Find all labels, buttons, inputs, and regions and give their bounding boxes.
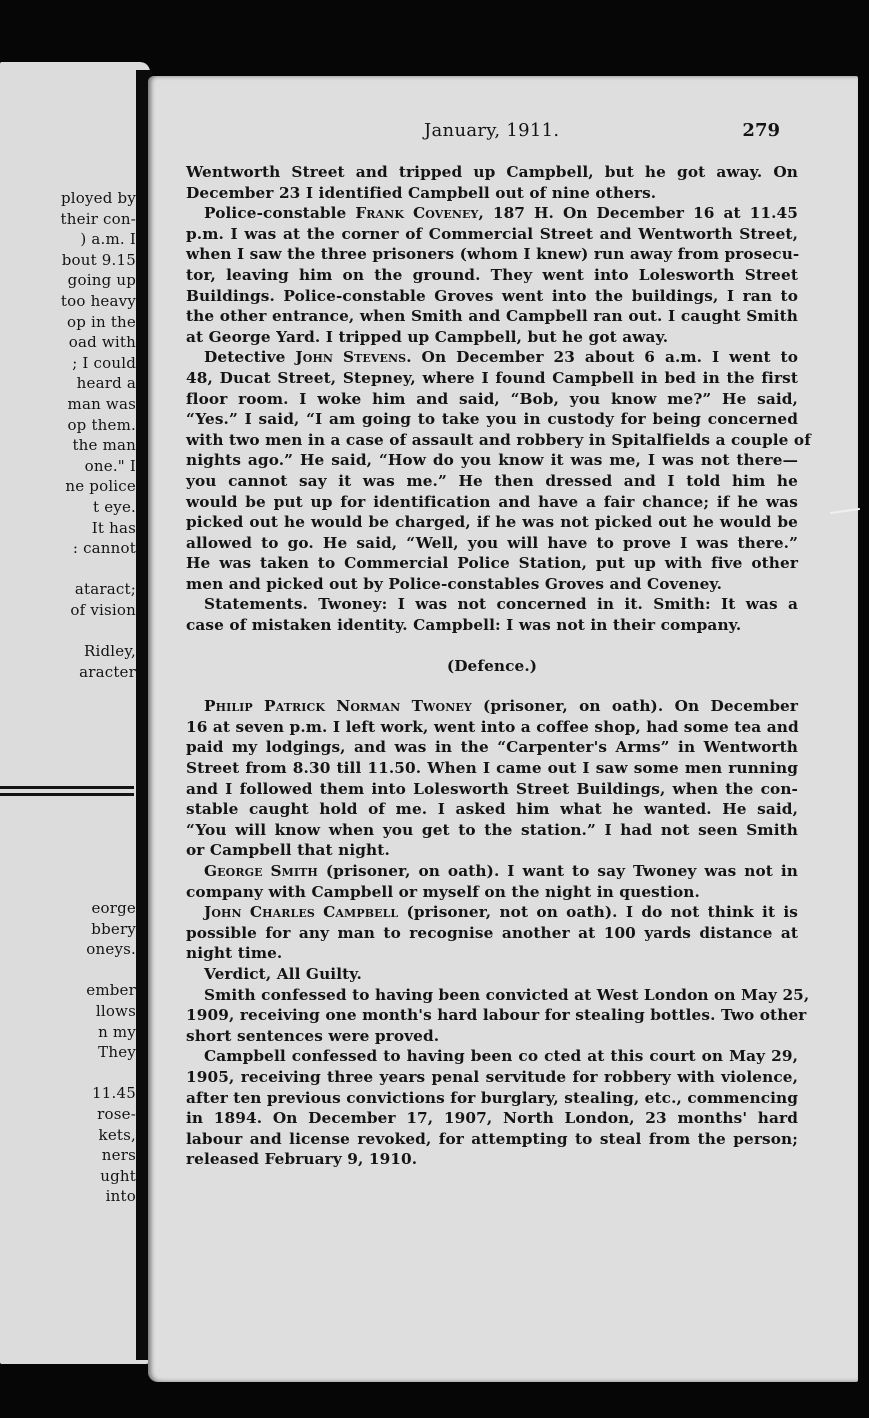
left-page-line: bbery [91, 919, 136, 938]
left-page-line: : cannot [72, 539, 136, 558]
left-page-line: bout 9.15 [61, 250, 136, 269]
text-line: Wentworth Street and tripped up Campbell, but he got away. On [186, 163, 798, 181]
text-line: picked out he would be charged, if he was not picked out he would be [186, 513, 798, 532]
left-page-line: ners [101, 1146, 136, 1165]
speaker-name: George Smith [204, 862, 318, 880]
text-line: night time. [186, 944, 283, 963]
text-line: short sentences were proved. [186, 1026, 440, 1045]
text-line: p.m. I was at the corner of Commercial Street and Wentworth Street, [186, 224, 798, 243]
text-line: Police-constable Frank Coveney, 187 H. On December 16 at 11.45 [204, 204, 798, 223]
left-page-line: 11.45 [92, 1084, 136, 1103]
text-line: when I saw the three prisoners (whom I knew) run away from prosecu- [186, 245, 800, 264]
text-line: and I followed them into Lolesworth Street Buildings, when the con- [186, 779, 798, 798]
text-line: Campbell confessed to having been co cted at this court on May 29, [204, 1047, 798, 1066]
left-page-line: the man [72, 436, 136, 455]
text-line: nights ago.” He said, “How do you know it was me, I was not there— [186, 451, 798, 470]
left-page-rule [0, 786, 134, 789]
text-line: Philip Patrick Norman Twoney (prisoner, on oath). On December [204, 697, 799, 716]
text-line: floor room. I woke him and said, “Bob, you know me?” He said, [186, 389, 798, 408]
text-line: in 1894. On December 17, 1907, North London, 23 months' hard [186, 1109, 798, 1128]
text-line: 1905, receiving three years penal servitude for robbery with violence, [186, 1067, 798, 1086]
text-line: men and picked out by Police-constables Groves and Coveney. [186, 574, 723, 593]
text-line: case of mistaken identity. Campbell: I was not in their company. [186, 616, 742, 635]
left-page-line: ployed by [60, 189, 136, 207]
text-line: or Campbell that night. [186, 841, 390, 860]
section-heading: (Defence.) [446, 656, 538, 675]
left-page-line: their con- [60, 209, 136, 228]
left-page-line: eorge [91, 899, 136, 917]
spacer [186, 676, 798, 696]
left-page-line: t eye. [93, 498, 136, 516]
speaker-name: John Charles Campbell [204, 903, 399, 922]
text-line: 1909, receiving one month's hard labour for stealing bottles. Two other [186, 1006, 807, 1025]
left-page-line: ataract; [74, 580, 136, 599]
left-page-line: It has [91, 518, 136, 537]
left-page-rule [0, 793, 134, 796]
left-page-line: n my [98, 1022, 136, 1041]
left-page-line: too heavy [60, 292, 136, 310]
text-line: at George Yard. I tripped up Campbell, but he got away. [186, 327, 669, 346]
text-line: Smith confessed to having been convicted at West London on May 25, [204, 985, 810, 1004]
left-page-line: going up [67, 271, 136, 290]
text-line: company with Campbell or myself on the night in question. [186, 882, 700, 901]
left-page-line: kets, [98, 1125, 136, 1144]
text-line: with two men in a case of assault and robbery in Spitalfields a couple of [186, 430, 811, 449]
text-line: Statements. Twoney: I was not concerned in it. Smith: It was a [204, 595, 798, 614]
left-page-line: llows [95, 1002, 136, 1020]
text-column [186, 162, 811, 1170]
margin-mark [830, 508, 860, 514]
left-page-line: ; I could [72, 353, 136, 372]
text-line: “Yes.” I said, “I am going to take you in custody for being concerned [186, 410, 798, 429]
left-page-line: of vision [70, 601, 136, 619]
text-line: you cannot say it was me.” He then dressed and I told him he [186, 471, 798, 490]
text-line: Verdict, All Guilty. [204, 964, 362, 983]
right-page [148, 76, 858, 1382]
text-line: George Smith (prisoner, on oath). I want to say Twoney was not in [204, 862, 798, 880]
text-line: “You will know when you get to the station.” I had not seen Smith [186, 820, 798, 839]
left-page-line: oneys. [86, 940, 136, 959]
text-line: Detective John Stevens. On December 23 about 6 a.m. I went to [204, 348, 799, 367]
left-page-line: oad with [68, 333, 136, 352]
running-head: January, 1911. [424, 120, 560, 141]
left-page-line: ught [100, 1166, 136, 1185]
left-page-line: man was [67, 395, 136, 413]
text-line: the other entrance, when Smith and Campbell ran out. I caught Smith [186, 307, 798, 326]
left-page-line: Ridley, [83, 642, 136, 661]
text-line: labour and license revoked, for attempting to steal from the person; [186, 1129, 798, 1148]
left-page-line: one." I [84, 456, 136, 475]
text-line: allowed to go. He said, “Well, you will have to prove I was there.” [186, 533, 798, 552]
left-page-line: op in the [67, 312, 136, 331]
text-line: 16 at seven p.m. I left work, went into a coffee shop, had some tea and [186, 717, 799, 736]
text-line: John Charles Campbell (prisoner, not on oath). I do not think it is [204, 903, 798, 922]
text-line: December 23 I identified Campbell out of nine others. [186, 183, 657, 202]
spacer [186, 636, 798, 656]
left-page-line: op them. [67, 415, 136, 434]
text-line: Buildings. Police-constable Groves went into the buildings, I ran to [186, 286, 798, 305]
speaker-name: John Stevens [295, 348, 407, 367]
left-page-line: into [105, 1187, 136, 1206]
text-line: possible for any man to recognise another at 100 yards distance at [186, 923, 798, 942]
left-page-line: rose- [97, 1105, 136, 1123]
speaker-name: Philip Patrick Norman Twoney [204, 697, 472, 716]
left-facing-page [0, 62, 150, 1364]
text-line: tor, leaving him on the ground. They went into Lolesworth Street [186, 265, 798, 284]
text-line: 48, Ducat Street, Stepney, where I found Campbell in bed in the first [186, 368, 798, 387]
text-line: stable caught hold of me. I asked him what he wanted. He said, [186, 800, 798, 819]
text-line: would be put up for identification and have a fair chance; if he was [186, 492, 798, 511]
left-page-line: heard a [76, 374, 136, 393]
left-page-line: ember [86, 981, 136, 1000]
text-line: He was taken to Commercial Police Station, put up with five other [186, 554, 798, 573]
left-page-line: ne police [65, 477, 136, 496]
text-line: Street from 8.30 till 11.50. When I came out I saw some men running [186, 759, 798, 778]
left-page-line: ) a.m. I [80, 230, 136, 249]
page-number: 279 [742, 120, 780, 141]
left-page-line: aracter [79, 662, 136, 681]
text-line: released February 9, 1910. [186, 1150, 418, 1169]
speaker-name: Frank Coveney [355, 204, 479, 223]
left-page-line: They [98, 1043, 136, 1062]
text-line: paid my lodgings, and was in the “Carpenter's Arms” in Wentworth [186, 738, 798, 757]
text-line: after ten previous convictions for burglary, stealing, etc., commencing [186, 1088, 799, 1107]
